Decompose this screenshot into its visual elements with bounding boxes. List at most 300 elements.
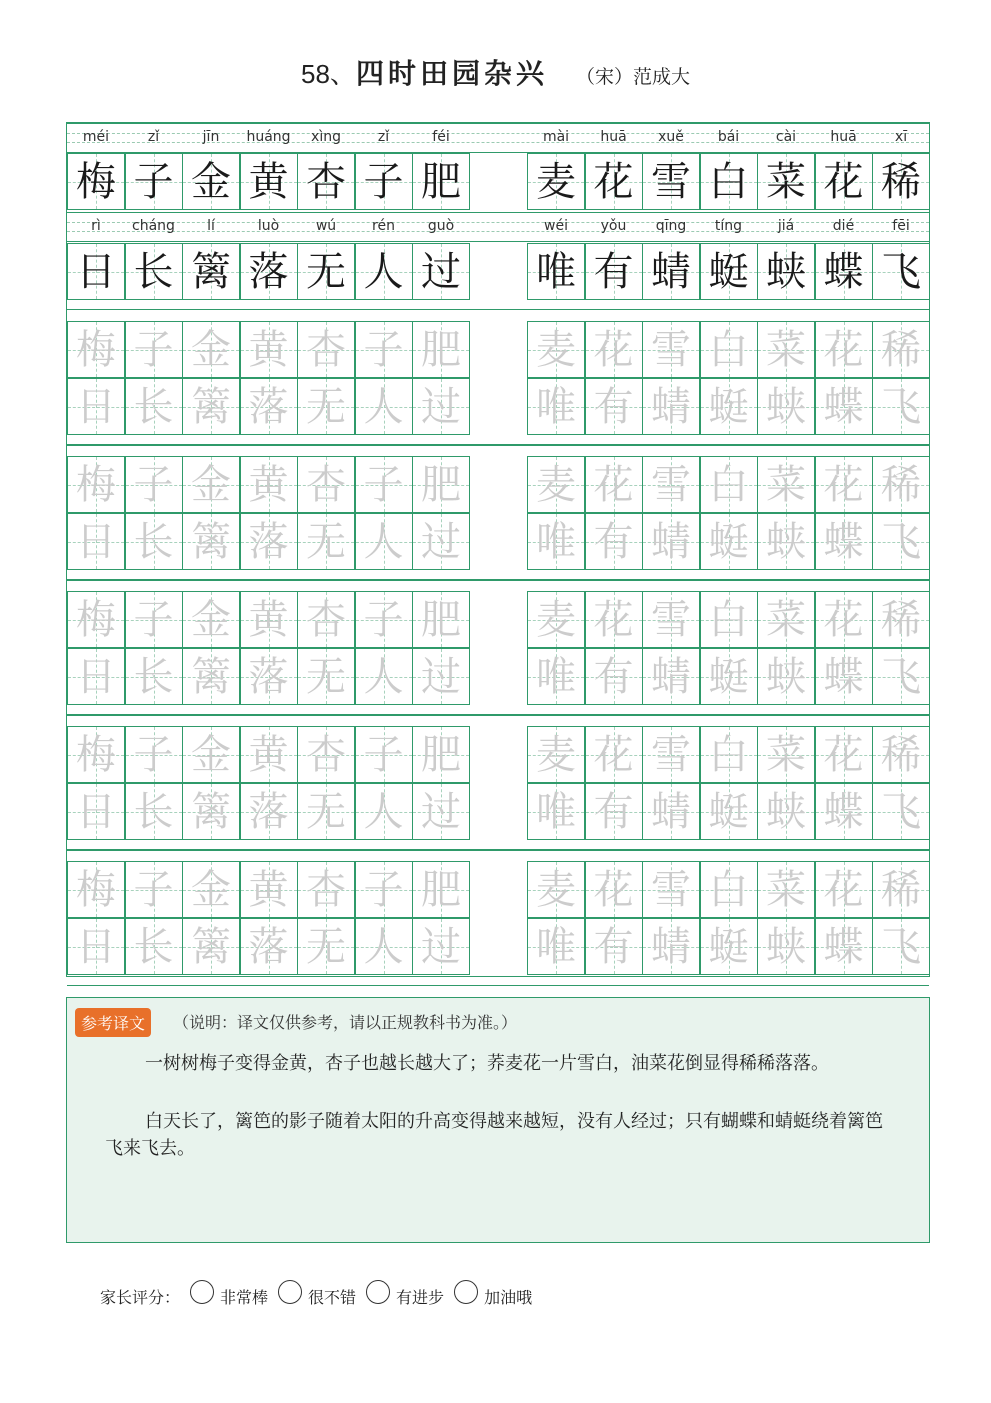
tracing-cell[interactable] xyxy=(240,513,298,570)
tracing-cell[interactable] xyxy=(240,783,298,840)
tracing-cell[interactable] xyxy=(355,321,413,378)
tracing-character: 飞 xyxy=(881,653,921,700)
tracing-cell[interactable] xyxy=(182,456,240,513)
pinyin-syllable: cài xyxy=(775,129,797,145)
tracing-cell[interactable] xyxy=(757,648,815,705)
tracing-character: 有 xyxy=(593,923,634,970)
tracing-cell[interactable] xyxy=(815,591,873,648)
tracing-cell[interactable] xyxy=(412,918,470,975)
tracing-cell[interactable] xyxy=(585,378,643,435)
rating-option-improved: 有进步 xyxy=(396,1287,445,1307)
tracing-character: 子 xyxy=(363,461,404,508)
tracing-cell[interactable] xyxy=(815,783,873,840)
tracing-character: 有 xyxy=(593,383,634,430)
model-character: 落 xyxy=(248,248,289,295)
tracing-character: 蛱 xyxy=(766,518,806,565)
rating-option-keep-going: 加油哦 xyxy=(484,1287,533,1307)
model-character: 雪 xyxy=(651,158,691,205)
model-character: 飞 xyxy=(881,248,921,295)
tracing-cell[interactable] xyxy=(182,918,240,975)
character-cell xyxy=(297,153,355,210)
character-cell xyxy=(872,153,930,210)
tracing-cell[interactable] xyxy=(642,861,700,918)
tracing-cell[interactable] xyxy=(125,321,183,378)
tracing-cell[interactable] xyxy=(182,783,240,840)
tracing-cell[interactable] xyxy=(182,513,240,570)
model-character: 子 xyxy=(133,158,174,205)
tracing-character: 人 xyxy=(363,653,404,700)
tracing-character: 落 xyxy=(248,383,289,430)
tracing-character: 麦 xyxy=(536,461,576,508)
tracing-character: 菜 xyxy=(766,596,806,643)
tracing-cell[interactable] xyxy=(355,378,413,435)
tracing-cell[interactable] xyxy=(815,918,873,975)
tracing-cell[interactable] xyxy=(412,456,470,513)
tracing-cell[interactable] xyxy=(700,783,758,840)
pinyin-syllable: rén xyxy=(372,218,395,234)
tracing-character: 有 xyxy=(593,653,634,700)
pinyin-syllable: dié xyxy=(832,218,855,234)
tracing-character: 金 xyxy=(191,731,231,778)
tracing-character: 蝶 xyxy=(823,383,864,430)
tracing-character: 无 xyxy=(306,923,346,970)
pinyin-syllable: huā xyxy=(830,129,857,145)
tracing-cell[interactable] xyxy=(67,783,125,840)
tracing-cell[interactable] xyxy=(527,591,585,648)
block-divider xyxy=(67,445,929,446)
tracing-cell[interactable] xyxy=(67,321,125,378)
tracing-cell[interactable] xyxy=(815,378,873,435)
tracing-cell[interactable] xyxy=(412,591,470,648)
parent-rating xyxy=(100,1284,532,1308)
tracing-character: 稀 xyxy=(881,461,921,508)
tracing-character: 稀 xyxy=(881,596,921,643)
tracing-cell[interactable] xyxy=(67,513,125,570)
tracing-cell[interactable] xyxy=(297,726,355,783)
model-character: 过 xyxy=(421,248,461,295)
pinyin-syllable: tíng xyxy=(714,218,743,234)
tracing-character: 肥 xyxy=(421,866,461,913)
tracing-cell[interactable] xyxy=(527,513,585,570)
poem-number: 58、 xyxy=(301,59,356,89)
tracing-character: 杏 xyxy=(306,596,346,643)
tracing-cell[interactable] xyxy=(700,918,758,975)
tracing-cell[interactable] xyxy=(240,648,298,705)
character-cell xyxy=(527,243,585,300)
model-character: 杏 xyxy=(306,158,346,205)
tracing-cell[interactable] xyxy=(642,648,700,705)
tracing-character: 蜓 xyxy=(708,653,749,700)
tracing-character: 肥 xyxy=(421,326,461,373)
tracing-cell[interactable] xyxy=(125,513,183,570)
tracing-cell[interactable] xyxy=(642,456,700,513)
tracing-cell[interactable] xyxy=(815,648,873,705)
tracing-cell[interactable] xyxy=(125,918,183,975)
tracing-cell[interactable] xyxy=(585,321,643,378)
tracing-cell[interactable] xyxy=(297,321,355,378)
tracing-cell[interactable] xyxy=(297,513,355,570)
character-cell xyxy=(125,243,183,300)
tracing-cell[interactable] xyxy=(700,591,758,648)
tracing-cell[interactable] xyxy=(412,783,470,840)
pinyin-syllable: lí xyxy=(207,218,215,234)
tracing-character: 蛱 xyxy=(766,383,806,430)
tracing-cell[interactable] xyxy=(585,918,643,975)
tracing-character: 唯 xyxy=(536,383,576,430)
tracing-cell[interactable] xyxy=(815,321,873,378)
tracing-character: 蝶 xyxy=(823,788,864,835)
tracing-cell[interactable] xyxy=(815,726,873,783)
tracing-character: 子 xyxy=(363,731,404,778)
tracing-cell[interactable] xyxy=(412,321,470,378)
model-character: 稀 xyxy=(881,158,921,205)
tracing-cell[interactable] xyxy=(700,648,758,705)
tracing-cell[interactable] xyxy=(355,726,413,783)
translation-badge: 参考译文 xyxy=(75,1008,151,1037)
tracing-cell[interactable] xyxy=(527,861,585,918)
tracing-character: 唯 xyxy=(536,788,576,835)
tracing-cell[interactable] xyxy=(297,456,355,513)
tracing-cell[interactable] xyxy=(585,456,643,513)
rating-option-good: 很不错 xyxy=(308,1287,357,1307)
tracing-cell[interactable] xyxy=(67,648,125,705)
tracing-cell[interactable] xyxy=(527,456,585,513)
tracing-character: 过 xyxy=(421,383,461,430)
pinyin-syllable: qīng xyxy=(655,218,687,234)
character-cell xyxy=(815,153,873,210)
tracing-cell[interactable] xyxy=(355,591,413,648)
pinyin-row xyxy=(67,123,929,153)
tracing-character: 蜻 xyxy=(651,383,691,430)
tracing-cell[interactable] xyxy=(757,456,815,513)
tracing-cell[interactable] xyxy=(700,861,758,918)
tracing-cell[interactable] xyxy=(527,321,585,378)
tracing-cell[interactable] xyxy=(872,456,930,513)
character-cell xyxy=(700,243,758,300)
tracing-cell[interactable] xyxy=(872,726,930,783)
tracing-character: 梅 xyxy=(76,326,116,373)
pinyin-row xyxy=(67,212,929,242)
tracing-character: 金 xyxy=(191,461,231,508)
rating-option-excellent: 非常棒 xyxy=(220,1287,269,1307)
tracing-cell[interactable] xyxy=(700,513,758,570)
tracing-character: 唯 xyxy=(536,653,576,700)
tracing-character: 篱 xyxy=(191,518,231,565)
tracing-character: 花 xyxy=(593,326,634,373)
tracing-cell[interactable] xyxy=(585,783,643,840)
model-character: 无 xyxy=(306,248,346,295)
tracing-cell[interactable] xyxy=(182,648,240,705)
tracing-character: 雪 xyxy=(651,866,691,913)
tracing-row xyxy=(67,861,929,918)
tracing-cell[interactable] xyxy=(757,918,815,975)
tracing-character: 蜓 xyxy=(708,923,749,970)
tracing-cell[interactable] xyxy=(67,378,125,435)
model-character: 麦 xyxy=(536,158,576,205)
tracing-cell[interactable] xyxy=(585,513,643,570)
character-cell xyxy=(585,153,643,210)
character-cell xyxy=(872,243,930,300)
tracing-cell[interactable] xyxy=(125,378,183,435)
tracing-character: 人 xyxy=(363,383,404,430)
tracing-cell[interactable] xyxy=(67,726,125,783)
tracing-character: 杏 xyxy=(306,461,346,508)
model-character: 子 xyxy=(363,158,404,205)
tracing-cell[interactable] xyxy=(642,918,700,975)
tracing-cell[interactable] xyxy=(125,591,183,648)
tracing-cell[interactable] xyxy=(412,726,470,783)
character-cell xyxy=(355,153,413,210)
tracing-cell[interactable] xyxy=(527,783,585,840)
tracing-character: 花 xyxy=(823,461,864,508)
tracing-character: 蝶 xyxy=(823,923,864,970)
tracing-cell[interactable] xyxy=(527,918,585,975)
tracing-cell[interactable] xyxy=(872,861,930,918)
rating-circle-improved[interactable] xyxy=(366,1280,390,1304)
tracing-character: 稀 xyxy=(881,866,921,913)
block-divider xyxy=(67,985,929,986)
block-divider xyxy=(67,580,929,581)
tracing-cell[interactable] xyxy=(240,378,298,435)
tracing-character: 白 xyxy=(708,596,749,643)
tracing-character: 蜓 xyxy=(708,788,749,835)
tracing-character: 花 xyxy=(593,866,634,913)
tracing-character: 过 xyxy=(421,653,461,700)
tracing-character: 有 xyxy=(593,788,634,835)
tracing-character: 日 xyxy=(76,518,116,565)
tracing-cell[interactable] xyxy=(757,321,815,378)
tracing-character: 飞 xyxy=(881,383,921,430)
tracing-character: 雪 xyxy=(651,326,691,373)
tracing-character: 金 xyxy=(191,326,231,373)
tracing-cell[interactable] xyxy=(355,513,413,570)
translation-paragraph-1: 一树树梅子变得金黄，杏子也越长越大了；荞麦花一片雪白，油菜花倒显得稀稀落落。 xyxy=(145,1053,829,1074)
character-cell xyxy=(182,243,240,300)
tracing-cell[interactable] xyxy=(815,861,873,918)
tracing-cell[interactable] xyxy=(585,591,643,648)
tracing-row xyxy=(67,378,929,435)
tracing-cell[interactable] xyxy=(872,783,930,840)
tracing-character: 长 xyxy=(133,653,174,700)
tracing-character: 菜 xyxy=(766,731,806,778)
tracing-character: 子 xyxy=(133,596,174,643)
tracing-character: 落 xyxy=(248,923,289,970)
tracing-cell[interactable] xyxy=(700,456,758,513)
tracing-cell[interactable] xyxy=(585,648,643,705)
character-cell xyxy=(412,153,470,210)
tracing-character: 菜 xyxy=(766,866,806,913)
tracing-cell[interactable] xyxy=(585,726,643,783)
model-character: 菜 xyxy=(766,158,806,205)
tracing-cell[interactable] xyxy=(700,726,758,783)
tracing-character: 落 xyxy=(248,653,289,700)
tracing-character: 子 xyxy=(133,326,174,373)
tracing-cell[interactable] xyxy=(297,648,355,705)
tracing-cell[interactable] xyxy=(700,321,758,378)
tracing-character: 白 xyxy=(708,731,749,778)
tracing-character: 肥 xyxy=(421,461,461,508)
pinyin-syllable: yǒu xyxy=(600,218,627,234)
tracing-cell[interactable] xyxy=(125,861,183,918)
tracing-cell[interactable] xyxy=(355,918,413,975)
pinyin-syllable: cháng xyxy=(132,218,175,234)
tracing-character: 白 xyxy=(708,866,749,913)
tracing-cell[interactable] xyxy=(815,456,873,513)
tracing-cell[interactable] xyxy=(67,456,125,513)
tracing-cell[interactable] xyxy=(872,648,930,705)
tracing-cell[interactable] xyxy=(412,513,470,570)
tracing-cell[interactable] xyxy=(757,861,815,918)
tracing-character: 过 xyxy=(421,923,461,970)
tracing-character: 无 xyxy=(306,518,346,565)
tracing-cell[interactable] xyxy=(642,591,700,648)
tracing-cell[interactable] xyxy=(182,591,240,648)
tracing-character: 杏 xyxy=(306,866,346,913)
character-cell xyxy=(757,243,815,300)
tracing-cell[interactable] xyxy=(527,726,585,783)
tracing-cell[interactable] xyxy=(872,513,930,570)
character-cell xyxy=(240,153,298,210)
tracing-cell[interactable] xyxy=(412,378,470,435)
tracing-character: 雪 xyxy=(651,731,691,778)
rating-circle-keep-going[interactable] xyxy=(454,1280,478,1304)
tracing-character: 有 xyxy=(593,518,634,565)
tracing-cell[interactable] xyxy=(240,726,298,783)
tracing-cell[interactable] xyxy=(182,378,240,435)
pinyin-syllable: huā xyxy=(600,129,627,145)
tracing-cell[interactable] xyxy=(67,861,125,918)
tracing-row xyxy=(67,321,929,378)
tracing-cell[interactable] xyxy=(585,861,643,918)
character-cell xyxy=(642,243,700,300)
tracing-character: 长 xyxy=(133,923,174,970)
tracing-cell[interactable] xyxy=(297,861,355,918)
block-divider xyxy=(67,714,929,715)
tracing-cell[interactable] xyxy=(240,456,298,513)
tracing-character: 无 xyxy=(306,653,346,700)
tracing-character: 蝶 xyxy=(823,653,864,700)
translation-paragraph-2: 白天长了，篱笆的影子随着太阳的升高变得越来越短，没有人经过；只有蝴蝶和蜻蜓绕着篱笆飞来飞去。 xyxy=(105,1111,883,1159)
tracing-cell[interactable] xyxy=(642,378,700,435)
tracing-character: 篱 xyxy=(191,653,231,700)
tracing-cell[interactable] xyxy=(125,648,183,705)
tracing-cell[interactable] xyxy=(125,726,183,783)
tracing-cell[interactable] xyxy=(240,591,298,648)
tracing-character: 麦 xyxy=(536,731,576,778)
tracing-cell[interactable] xyxy=(355,861,413,918)
pinyin-syllable: wéi xyxy=(544,218,568,234)
tracing-character: 麦 xyxy=(536,866,576,913)
tracing-character: 花 xyxy=(823,866,864,913)
tracing-cell[interactable] xyxy=(67,591,125,648)
rating-circle-good[interactable] xyxy=(278,1280,302,1304)
tracing-character: 花 xyxy=(593,461,634,508)
tracing-character: 飞 xyxy=(881,788,921,835)
tracing-cell[interactable] xyxy=(412,861,470,918)
tracing-cell[interactable] xyxy=(527,378,585,435)
tracing-cell[interactable] xyxy=(182,726,240,783)
tracing-character: 唯 xyxy=(536,518,576,565)
tracing-character: 蝶 xyxy=(823,518,864,565)
character-cell xyxy=(412,243,470,300)
tracing-cell[interactable] xyxy=(642,321,700,378)
tracing-cell[interactable] xyxy=(872,918,930,975)
tracing-cell[interactable] xyxy=(757,513,815,570)
tracing-character: 稀 xyxy=(881,731,921,778)
tracing-cell[interactable] xyxy=(642,783,700,840)
tracing-cell[interactable] xyxy=(182,321,240,378)
character-cell xyxy=(297,243,355,300)
tracing-cell[interactable] xyxy=(182,861,240,918)
tracing-cell[interactable] xyxy=(642,726,700,783)
tracing-row xyxy=(67,783,929,840)
tracing-cell[interactable] xyxy=(815,513,873,570)
tracing-cell[interactable] xyxy=(240,861,298,918)
tracing-cell[interactable] xyxy=(67,918,125,975)
tracing-cell[interactable] xyxy=(240,321,298,378)
tracing-cell[interactable] xyxy=(757,378,815,435)
tracing-character: 花 xyxy=(593,596,634,643)
tracing-cell[interactable] xyxy=(757,726,815,783)
tracing-cell[interactable] xyxy=(240,918,298,975)
tracing-cell[interactable] xyxy=(125,456,183,513)
tracing-cell[interactable] xyxy=(297,591,355,648)
tracing-cell[interactable] xyxy=(642,513,700,570)
tracing-cell[interactable] xyxy=(355,648,413,705)
model-character: 唯 xyxy=(536,248,576,295)
page-title xyxy=(0,52,991,92)
tracing-character: 肥 xyxy=(421,596,461,643)
tracing-character: 过 xyxy=(421,788,461,835)
tracing-cell[interactable] xyxy=(297,918,355,975)
tracing-cell[interactable] xyxy=(872,378,930,435)
tracing-cell[interactable] xyxy=(700,378,758,435)
tracing-cell[interactable] xyxy=(527,648,585,705)
tracing-character: 人 xyxy=(363,518,404,565)
tracing-cell[interactable] xyxy=(412,648,470,705)
tracing-cell[interactable] xyxy=(872,321,930,378)
tracing-character: 人 xyxy=(363,923,404,970)
tracing-cell[interactable] xyxy=(297,378,355,435)
tracing-character: 飞 xyxy=(881,923,921,970)
poem-title: 四时田园杂兴 xyxy=(355,57,548,90)
tracing-character: 日 xyxy=(76,653,116,700)
tracing-cell[interactable] xyxy=(757,591,815,648)
tracing-cell[interactable] xyxy=(872,591,930,648)
tracing-character: 梅 xyxy=(76,731,116,778)
tracing-row xyxy=(67,648,929,705)
tracing-character: 无 xyxy=(306,383,346,430)
rating-circle-excellent[interactable] xyxy=(190,1280,214,1304)
tracing-cell[interactable] xyxy=(355,456,413,513)
tracing-character: 白 xyxy=(708,326,749,373)
tracing-cell[interactable] xyxy=(125,783,183,840)
pinyin-syllable: zǐ xyxy=(377,129,390,145)
tracing-character: 人 xyxy=(363,788,404,835)
tracing-cell[interactable] xyxy=(757,783,815,840)
tracing-character: 子 xyxy=(363,596,404,643)
tracing-character: 花 xyxy=(823,326,864,373)
character-row xyxy=(67,153,929,210)
tracing-cell[interactable] xyxy=(297,783,355,840)
tracing-character: 蜻 xyxy=(651,518,691,565)
pinyin-syllable: féi xyxy=(432,129,450,145)
tracing-character: 子 xyxy=(133,866,174,913)
tracing-character: 唯 xyxy=(536,923,576,970)
tracing-character: 黄 xyxy=(248,326,289,373)
tracing-cell[interactable] xyxy=(355,783,413,840)
tracing-character: 日 xyxy=(76,923,116,970)
